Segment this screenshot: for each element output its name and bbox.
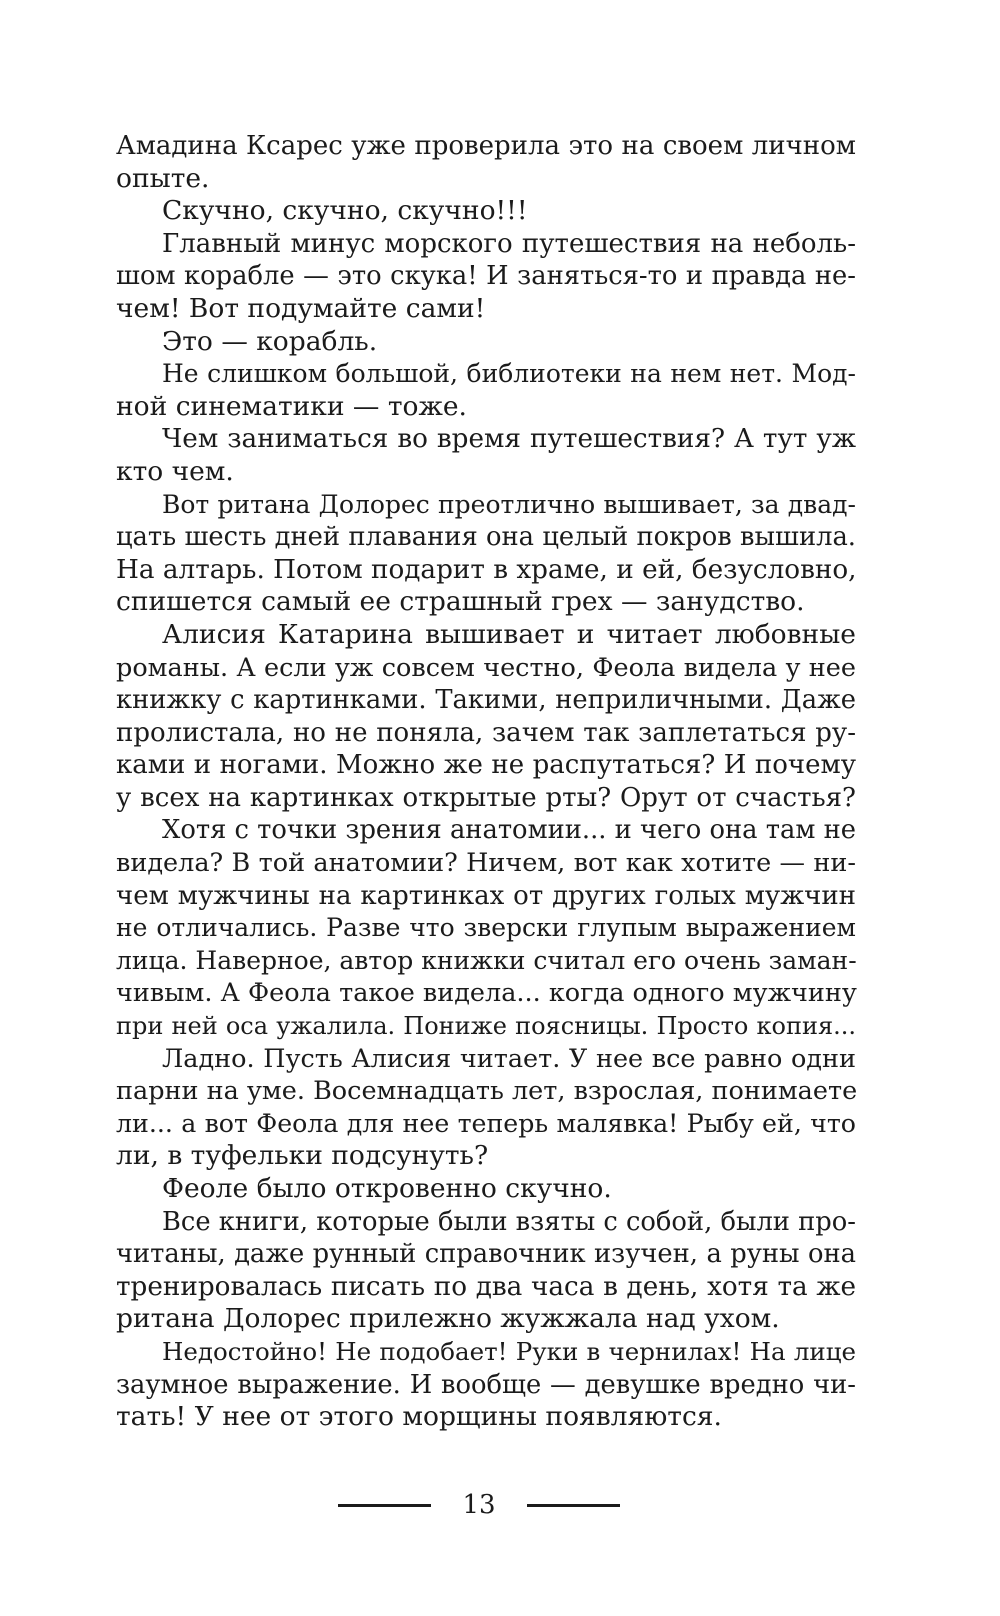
text-line: чем мужчины на картинках от других голых мужчин <box>116 880 856 911</box>
text-line: тренировалась писать по два часа в день, хотя та же <box>116 1271 856 1302</box>
text-line: Амадина Ксарес уже проверила это на своем личном <box>116 131 856 161</box>
text-line: Скучно, скучно, скучно!!! <box>162 195 528 227</box>
text-line: у всех на картинках открытые рты? Орут от счастья? <box>116 782 856 813</box>
page-footer <box>0 1485 1000 1525</box>
text-line: Не слишком большой, библиотеки на нем нет. Мод- <box>162 359 856 389</box>
text-line: Все книги, которые были взяты с собой, были про- <box>162 1206 856 1237</box>
text-line: книжку с картинками. Такими, неприличными. Даже <box>116 685 856 716</box>
text-line: ли... а вот Феола для нее теперь малявка! Рыбу ей, что <box>116 1108 856 1138</box>
page-number: 13 <box>462 1490 496 1520</box>
body-text <box>116 130 856 1434</box>
text-line: спишется самый ее страшный грех — занудство. <box>116 586 805 618</box>
footer-rule-left <box>338 1504 431 1507</box>
text-line: тать! У нее от этого морщины появляются. <box>116 1401 722 1433</box>
text-line: лица. Наверное, автор книжки считал его очень заман- <box>116 945 857 975</box>
text-line: парни на уме. Восемнадцать лет, взрослая, понимаете <box>116 1076 858 1107</box>
text-line: Ладно. Пусть Алисия читает. У нее все равно одни <box>162 1043 856 1074</box>
text-line: На алтарь. Потом подарит в храме, и ей, безусловно, <box>116 554 857 585</box>
text-line: не отличались. Разве что зверски глупым выражением <box>116 913 856 943</box>
text-line: заумное выражение. И вообще — девушке вредно чи- <box>116 1369 856 1400</box>
text-line: ками и ногами. Можно же не распутаться? И почему <box>116 750 856 781</box>
text-line: ритана Долорес прилежно жужжала над ухом. <box>116 1303 780 1335</box>
text-line: кто чем. <box>116 455 234 487</box>
text-line: шом корабле — это скука! И заняться-то и правда не- <box>116 261 856 292</box>
text-line: Феоле было откровенно скучно. <box>162 1173 612 1204</box>
text-line: видела? В той анатомии? Ничем, вот как хотите — ни- <box>116 848 856 879</box>
text-line: ной синематики — тоже. <box>116 390 467 422</box>
text-line: Алисия Катарина вышивает и читает любовные <box>162 618 856 650</box>
text-line: Хотя с точки зрения анатомии... и чего она там не <box>162 815 856 846</box>
text-line: опыте. <box>116 162 210 194</box>
text-line: чивым. А Феола такое видела... когда одного мужчину <box>116 978 857 1009</box>
text-line: пролистала, но не поняла, зачем так заплетаться ру- <box>116 717 856 748</box>
text-line: Вот ритана Долорес преотлично вышивает, за двад- <box>162 489 856 519</box>
text-line: ли, в туфельки подсунуть? <box>116 1140 489 1172</box>
text-line: романы. А если уж совсем честно, Феола видела у нее <box>116 652 856 683</box>
text-line: Чем заниматься во время путешествия? А тут уж <box>162 424 856 455</box>
footer-rule-right <box>527 1504 620 1507</box>
text-line: Это — корабль. <box>162 325 378 357</box>
text-line: Главный минус морского путешествия на неболь- <box>162 228 856 259</box>
text-line: при ней оса ужалила. Пониже поясницы. Просто копия... <box>116 1012 856 1041</box>
text-line: читаны, даже рунный справочник изучен, а руны она <box>116 1239 856 1270</box>
text-line: чем! Вот подумайте сами! <box>116 292 486 324</box>
text-line: цать шесть дней плавания она целый покров вышила. <box>116 522 856 553</box>
text-line: Недостойно! Не подобает! Руки в чернилах! На лице <box>162 1336 856 1366</box>
